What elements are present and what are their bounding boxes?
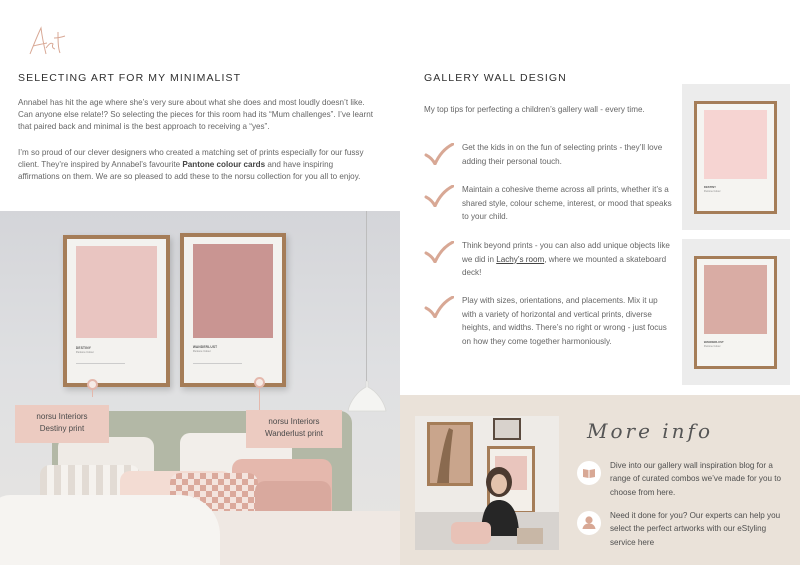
designer-photo <box>415 416 559 550</box>
tips-intro: My top tips for perfecting a children’s gallery wall - every time. <box>424 105 645 114</box>
pendant-lamp-icon <box>346 381 388 413</box>
check-icon <box>424 296 454 318</box>
blog-link-text[interactable]: Dive into our gallery wall inspiration blog for a range of curated combos we’ve made for you to choose from here. <box>610 461 781 497</box>
product-hotspot-destiny[interactable] <box>87 379 98 390</box>
left-paragraph-1: Annabel has hit the age where she’s very sure about what she does and most loudly doesn’t like. Can anyone else relate!? So selecting the pieces for this room had its “Mum challenges”. I’ve learnt that paired back and minimal is the best approach to receiving a “yes”. <box>18 98 373 132</box>
product-hotspot-wanderlust[interactable] <box>254 377 265 388</box>
destiny-print-preview[interactable]: DESTINY Pantone Colour <box>694 101 777 214</box>
left-paragraph-2: I’m so proud of our clever designers who created a matching set of prints especially for our fussy client. They’re inspired by Annabel’s favourite Pantone colour cards and have inspiring affirmations on them. We are so pleased to add these to the norsu collection for you all to enjoy. <box>18 148 364 182</box>
estyling-link-text[interactable]: Need it done for you? Our experts can help you select the perfect artworks with our eStyling service here <box>610 511 781 547</box>
more-info-title <box>585 414 725 446</box>
svg-text:More info: More info <box>587 419 713 443</box>
destiny-print-label[interactable]: norsu Interiors Destiny print <box>15 405 109 443</box>
wanderlust-print-preview[interactable]: WANDERLUST Pantone Colour <box>694 256 777 369</box>
wanderlust-print-label[interactable]: norsu Interiors Wanderlust print <box>246 410 342 448</box>
lachys-room-link[interactable]: Lachy’s room <box>496 254 545 264</box>
left-section-title: SELECTING ART FOR MY MINIMALIST <box>18 72 242 84</box>
book-icon <box>577 461 601 485</box>
room-photo <box>0 211 400 565</box>
wanderlust-print-frame: WANDERLUST Pantone Colour <box>180 233 286 387</box>
check-icon <box>424 185 454 207</box>
check-icon <box>424 241 454 263</box>
destiny-print-frame: DESTINY Pantone Colour <box>63 235 170 387</box>
pantone-link[interactable]: Pantone colour cards <box>182 160 266 170</box>
right-section-title: GALLERY WALL DESIGN <box>424 72 567 84</box>
art-script-logo-icon <box>22 24 68 60</box>
check-icon <box>424 143 454 165</box>
person-icon <box>577 511 601 535</box>
